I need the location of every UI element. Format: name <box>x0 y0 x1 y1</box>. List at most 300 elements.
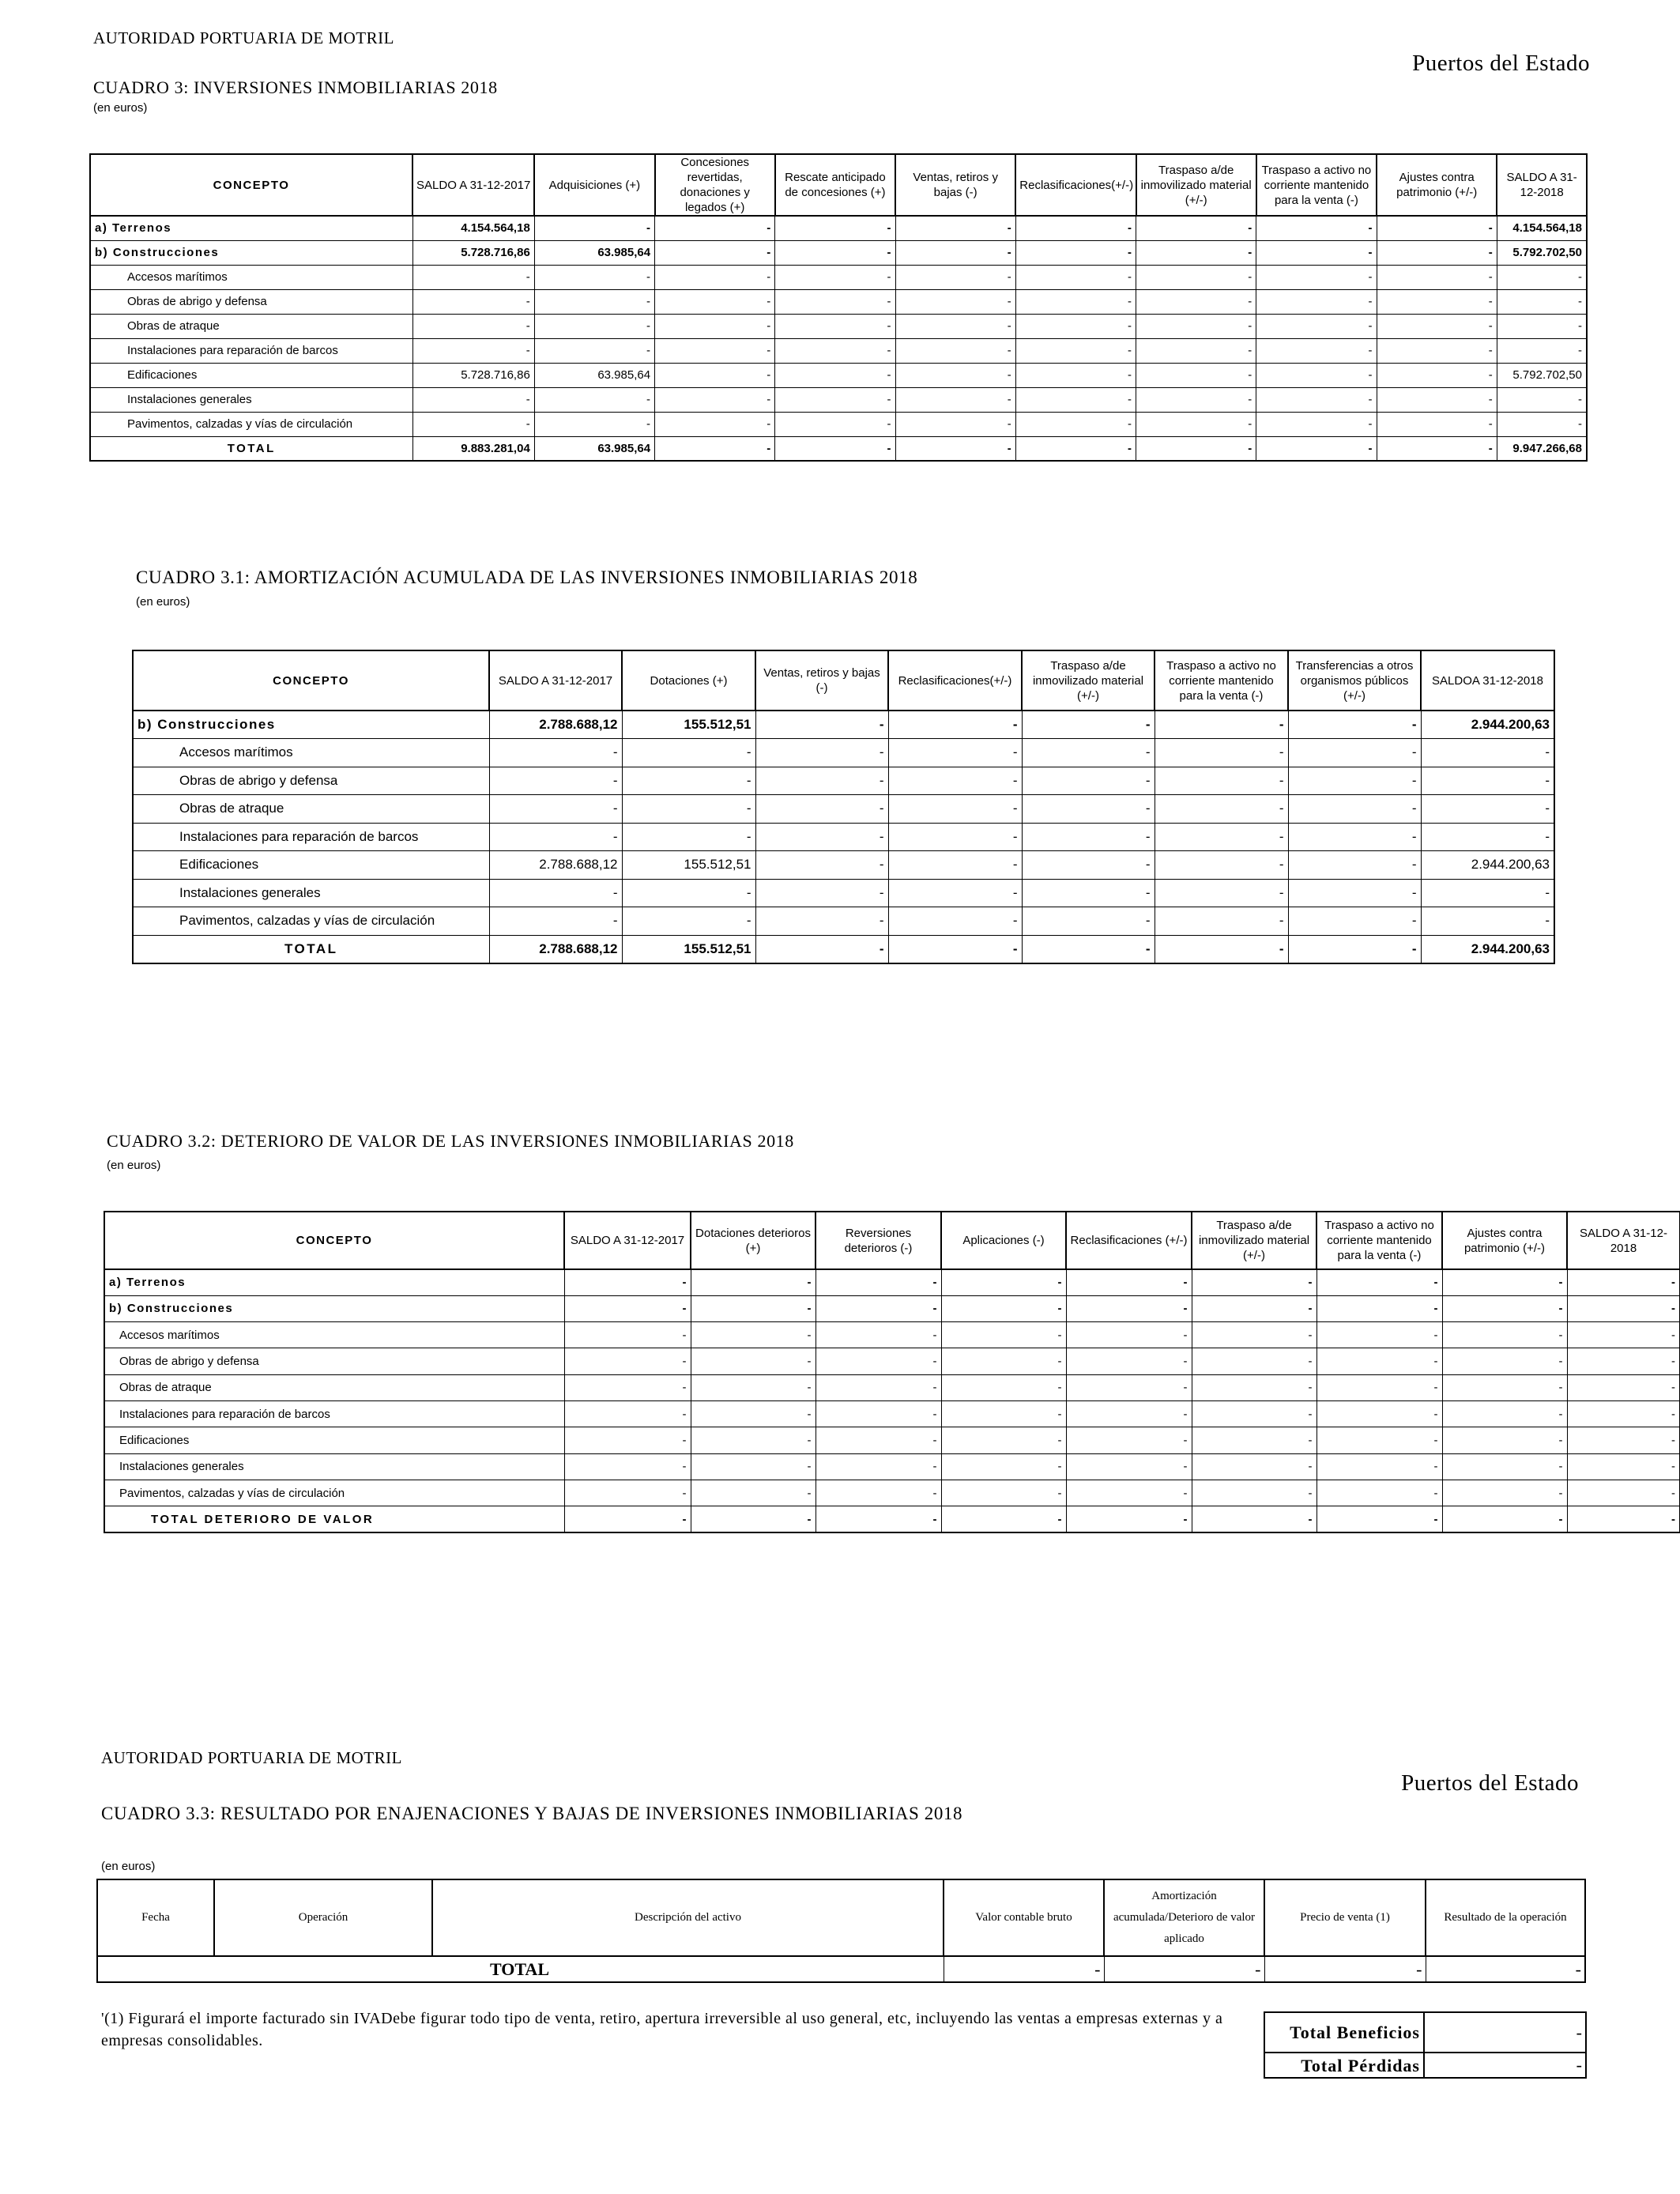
c31-cell: - <box>888 851 1022 880</box>
c32-cell: - <box>1442 1400 1567 1427</box>
c3-cell: - <box>895 216 1015 240</box>
c32-col-header: Traspaso a/de inmovilizado material (+/-) <box>1192 1212 1317 1269</box>
c3-cell: - <box>1015 289 1136 314</box>
c32-row <box>104 1348 1680 1374</box>
c3-cell: - <box>655 289 775 314</box>
c31-cell: - <box>1022 935 1155 963</box>
c31-cell: - <box>888 935 1022 963</box>
c31-cell: 2.944.200,63 <box>1421 935 1554 963</box>
c32-cell: - <box>564 1322 691 1348</box>
c31-cell: - <box>755 851 888 880</box>
c31-cell: - <box>1421 767 1554 795</box>
c3-cell: - <box>1015 216 1136 240</box>
c3-cell: - <box>775 216 895 240</box>
c32-cell: - <box>691 1322 816 1348</box>
c32-cell: - <box>1442 1427 1567 1453</box>
c31-cell: - <box>1421 739 1554 767</box>
cuadro33-unit: (en euros) <box>101 1860 156 1873</box>
c31-cell: - <box>888 767 1022 795</box>
c32-cell: - <box>1066 1322 1192 1348</box>
c3-cell: - <box>895 412 1015 436</box>
c3-col-header: Concesiones revertidas, donaciones y legados (+) <box>655 154 775 216</box>
c3-cell: - <box>534 338 654 363</box>
c31-cell: - <box>755 739 888 767</box>
c3-cell: - <box>895 363 1015 387</box>
c3-row <box>90 338 1587 363</box>
c31-cell: - <box>489 795 622 824</box>
c32-cell: - <box>816 1480 941 1506</box>
c31-cell: - <box>1022 795 1155 824</box>
c33-col-header: Fecha <box>97 1879 214 1956</box>
c31-row-label: Obras de abrigo y defensa <box>133 767 489 795</box>
c32-cell: - <box>941 1322 1066 1348</box>
c32-cell: - <box>564 1374 691 1400</box>
c32-row <box>104 1453 1680 1480</box>
c3-cell: 63.985,64 <box>534 436 654 461</box>
c32-cell: - <box>1442 1348 1567 1374</box>
c31-cell: - <box>1155 767 1288 795</box>
cuadro33-title: CUADRO 3.3: RESULTADO POR ENAJENACIONES Y BAJAS DE INVERSIONES INMOBILIARIAS 2018 <box>101 1804 963 1823</box>
c3-cell: - <box>1136 289 1256 314</box>
c31-row-label: Instalaciones generales <box>133 879 489 907</box>
c32-col-header: Ajustes contra patrimonio (+/-) <box>1442 1212 1567 1269</box>
c32-cell: - <box>691 1348 816 1374</box>
c3-col-header: Ajustes contra patrimonio (+/-) <box>1377 154 1497 216</box>
c32-cell: - <box>1066 1269 1192 1295</box>
c33-total-cell: - <box>1104 1956 1264 1982</box>
c32-cell: - <box>1317 1400 1442 1427</box>
c3-row <box>90 387 1587 412</box>
c32-cell: - <box>1066 1427 1192 1453</box>
c3-cell: - <box>1136 363 1256 387</box>
c3-cell: - <box>1497 338 1587 363</box>
c32-cell: - <box>691 1427 816 1453</box>
c31-cell: - <box>622 879 755 907</box>
c3-cell: - <box>895 289 1015 314</box>
c3-cell: - <box>1256 314 1377 338</box>
c31-row <box>133 711 1554 739</box>
c32-cell: - <box>1192 1506 1317 1532</box>
cuadro33-table <box>96 1879 1586 1983</box>
c31-cell: - <box>1022 907 1155 936</box>
c3-cell: - <box>895 314 1015 338</box>
c32-col-header: Traspaso a activo no corriente mantenido para la venta (-) <box>1317 1212 1442 1269</box>
c31-cell: - <box>1288 711 1421 739</box>
c32-cell: - <box>816 1269 941 1295</box>
c3-cell: - <box>412 387 534 412</box>
c33-col-header: Resultado de la operación <box>1426 1879 1585 1956</box>
c3-col-header: Adquisiciones (+) <box>534 154 654 216</box>
c32-cell: - <box>1317 1374 1442 1400</box>
c32-cell: - <box>1066 1348 1192 1374</box>
c3-cell: 4.154.564,18 <box>1497 216 1587 240</box>
c32-row <box>104 1427 1680 1453</box>
c32-row <box>104 1374 1680 1400</box>
c31-cell: - <box>1421 795 1554 824</box>
c3-row-label: Pavimentos, calzadas y vías de circulación <box>90 412 412 436</box>
c32-cell: - <box>1066 1295 1192 1321</box>
c3-cell: - <box>412 265 534 289</box>
c32-cell: - <box>941 1295 1066 1321</box>
c31-cell: - <box>755 935 888 963</box>
c3-cell: - <box>1015 338 1136 363</box>
c31-row <box>133 739 1554 767</box>
c3-cell: - <box>1377 240 1497 265</box>
c33-total-cell: - <box>1264 1956 1426 1982</box>
c32-total-row <box>104 1506 1680 1532</box>
c32-cell: - <box>1317 1453 1442 1480</box>
c3-cell: - <box>655 387 775 412</box>
c3-cell: - <box>1377 338 1497 363</box>
c32-row-label: Obras de abrigo y defensa <box>104 1348 564 1374</box>
c32-cell: - <box>1567 1269 1680 1295</box>
c32-cell: - <box>691 1506 816 1532</box>
c33-total-row <box>97 1956 1585 1982</box>
c31-cell: - <box>1155 935 1288 963</box>
c32-row <box>104 1480 1680 1506</box>
c32-cell: - <box>1317 1427 1442 1453</box>
c3-cell: - <box>534 265 654 289</box>
c31-cell: - <box>1288 795 1421 824</box>
c32-cell: - <box>1192 1269 1317 1295</box>
c3-cell: - <box>1377 436 1497 461</box>
c31-cell: - <box>1022 823 1155 851</box>
c3-cell: - <box>655 240 775 265</box>
c31-col-header: CONCEPTO <box>133 650 489 711</box>
c32-cell: - <box>1066 1400 1192 1427</box>
c32-cell: - <box>816 1348 941 1374</box>
c3-col-header: SALDO A 31-12-2017 <box>412 154 534 216</box>
c31-cell: 2.944.200,63 <box>1421 851 1554 880</box>
c3-cell: - <box>412 289 534 314</box>
c31-cell: - <box>888 739 1022 767</box>
c31-cell: - <box>489 823 622 851</box>
c3-row <box>90 240 1587 265</box>
c3-cell: - <box>1377 289 1497 314</box>
c32-row-label: b) Construcciones <box>104 1295 564 1321</box>
c3-cell: - <box>1015 240 1136 265</box>
c3-cell: - <box>1256 412 1377 436</box>
c3-cell: - <box>775 412 895 436</box>
c3-row <box>90 289 1587 314</box>
c32-cell: - <box>1567 1374 1680 1400</box>
c32-cell: - <box>1567 1348 1680 1374</box>
c32-col-header: Dotaciones deterioros (+) <box>691 1212 816 1269</box>
cuadro32-title: CUADRO 3.2: DETERIORO DE VALOR DE LAS INVERSIONES INMOBILIARIAS 2018 <box>107 1131 794 1151</box>
c3-cell: - <box>655 412 775 436</box>
c32-cell: - <box>1317 1506 1442 1532</box>
c32-cell: - <box>564 1295 691 1321</box>
total-beneficios-value: - <box>1424 2012 1586 2053</box>
c32-cell: - <box>1192 1295 1317 1321</box>
footnote: '(1) Figurará el importe facturado sin IVADebe figurar todo tipo de venta, retiro, apertura irreversible al uso general, etc, incluyendo las ventas a empresas externas y a empresas consolidables. <box>101 2010 1223 2049</box>
c3-cell: - <box>1015 412 1136 436</box>
c31-cell: - <box>1288 767 1421 795</box>
c31-cell: - <box>888 823 1022 851</box>
c3-row-label: Instalaciones generales <box>90 387 412 412</box>
c32-cell: - <box>1567 1427 1680 1453</box>
c31-cell: - <box>1288 907 1421 936</box>
c31-cell: - <box>622 739 755 767</box>
c31-cell: - <box>489 739 622 767</box>
c32-cell: - <box>691 1480 816 1506</box>
c33-col-header: Amortización acumulada/Deterioro de valor aplicado <box>1104 1879 1264 1956</box>
c32-row-label: Pavimentos, calzadas y vías de circulación <box>104 1480 564 1506</box>
c32-col-header: Reversiones deterioros (-) <box>816 1212 941 1269</box>
c3-row <box>90 216 1587 240</box>
c3-cell: - <box>1256 387 1377 412</box>
c3-cell: - <box>1497 314 1587 338</box>
c33-col-header: Operación <box>214 1879 432 1956</box>
c3-cell: - <box>534 387 654 412</box>
c3-col-header: CONCEPTO <box>90 154 412 216</box>
c31-row <box>133 907 1554 936</box>
c32-cell: - <box>1567 1480 1680 1506</box>
c3-header-row <box>90 154 1587 216</box>
c3-cell: - <box>1015 436 1136 461</box>
c32-row-label: Instalaciones generales <box>104 1453 564 1480</box>
c31-cell: - <box>755 907 888 936</box>
c32-row <box>104 1269 1680 1295</box>
c32-cell: - <box>564 1348 691 1374</box>
c3-cell: - <box>1256 265 1377 289</box>
c3-col-header: Rescate anticipado de concesiones (+) <box>775 154 895 216</box>
c32-col-header: Aplicaciones (-) <box>941 1212 1066 1269</box>
c31-row-label: TOTAL <box>133 935 489 963</box>
c3-cell: - <box>1377 314 1497 338</box>
c31-row-label: Instalaciones para reparación de barcos <box>133 823 489 851</box>
c3-cell: - <box>412 314 534 338</box>
c32-cell: - <box>941 1374 1066 1400</box>
c3-cell: - <box>1136 338 1256 363</box>
c3-cell: - <box>655 216 775 240</box>
c3-cell: 5.728.716,86 <box>412 240 534 265</box>
c32-row <box>104 1322 1680 1348</box>
c32-cell: - <box>816 1295 941 1321</box>
c31-row <box>133 767 1554 795</box>
c31-cell: 155.512,51 <box>622 711 755 739</box>
c32-cell: - <box>1192 1348 1317 1374</box>
c31-cell: - <box>888 907 1022 936</box>
c31-row-label: Edificaciones <box>133 851 489 880</box>
c32-cell: - <box>1192 1374 1317 1400</box>
c32-cell: - <box>1192 1453 1317 1480</box>
c3-cell: - <box>1015 265 1136 289</box>
c32-cell: - <box>816 1427 941 1453</box>
c3-cell: - <box>655 436 775 461</box>
c31-cell: - <box>755 767 888 795</box>
c31-row <box>133 823 1554 851</box>
c3-row <box>90 314 1587 338</box>
c32-cell: - <box>1317 1348 1442 1374</box>
c32-cell: - <box>941 1453 1066 1480</box>
c3-cell: - <box>1136 314 1256 338</box>
c33-col-header: Descripción del activo <box>432 1879 944 1956</box>
c31-row-label: b) Construcciones <box>133 711 489 739</box>
c3-cell: - <box>1377 216 1497 240</box>
c31-cell: - <box>1421 907 1554 936</box>
c3-cell: - <box>1256 436 1377 461</box>
c31-col-header: SALDOA 31-12-2018 <box>1421 650 1554 711</box>
c3-cell: - <box>655 265 775 289</box>
c3-cell: 4.154.564,18 <box>412 216 534 240</box>
c32-cell: - <box>1442 1480 1567 1506</box>
c31-header-row <box>133 650 1554 711</box>
c33-header-row <box>97 1879 1585 1956</box>
c33-total-cell: - <box>944 1956 1104 1982</box>
c31-cell: - <box>1155 907 1288 936</box>
c31-row <box>133 879 1554 907</box>
c31-cell: - <box>489 907 622 936</box>
c32-cell: - <box>564 1427 691 1453</box>
c3-row-label: TOTAL <box>90 436 412 461</box>
c3-cell: - <box>775 363 895 387</box>
c31-cell: - <box>1022 879 1155 907</box>
c32-row-label: Obras de atraque <box>104 1374 564 1400</box>
c3-cell: - <box>1497 412 1587 436</box>
cuadro3-title: CUADRO 3: INVERSIONES INMOBILIARIAS 2018 <box>93 77 498 97</box>
c3-row <box>90 363 1587 387</box>
c32-cell: - <box>564 1480 691 1506</box>
c31-cell: - <box>1155 851 1288 880</box>
c3-cell: - <box>534 216 654 240</box>
c32-cell: - <box>816 1506 941 1532</box>
c3-cell: 9.883.281,04 <box>412 436 534 461</box>
c31-cell: - <box>1155 711 1288 739</box>
c31-cell: - <box>888 795 1022 824</box>
c32-cell: - <box>1317 1269 1442 1295</box>
c32-cell: - <box>941 1506 1066 1532</box>
c32-cell: - <box>1192 1322 1317 1348</box>
c32-cell: - <box>1442 1453 1567 1480</box>
c32-cell: - <box>1317 1322 1442 1348</box>
c32-cell: - <box>564 1506 691 1532</box>
c3-cell: - <box>655 338 775 363</box>
c32-header-row <box>104 1212 1680 1269</box>
cuadro31-title: CUADRO 3.1: AMORTIZACIÓN ACUMULADA DE LAS INVERSIONES INMOBILIARIAS 2018 <box>136 567 918 587</box>
c3-cell: 9.947.266,68 <box>1497 436 1587 461</box>
c31-cell: - <box>1022 851 1155 880</box>
c31-cell: - <box>622 795 755 824</box>
cuadro32-table <box>104 1211 1680 1533</box>
c3-cell: 5.792.702,50 <box>1497 363 1587 387</box>
c3-cell: - <box>1136 387 1256 412</box>
c31-cell: - <box>1022 767 1155 795</box>
c31-cell: - <box>1288 879 1421 907</box>
c32-cell: - <box>564 1269 691 1295</box>
c32-cell: - <box>941 1269 1066 1295</box>
c3-row <box>90 412 1587 436</box>
c3-cell: - <box>775 338 895 363</box>
c32-cell: - <box>1317 1295 1442 1321</box>
c3-cell: 5.792.702,50 <box>1497 240 1587 265</box>
c32-cell: - <box>941 1427 1066 1453</box>
c31-cell: - <box>1288 739 1421 767</box>
c3-cell: - <box>1377 387 1497 412</box>
c3-row-label: Accesos marítimos <box>90 265 412 289</box>
c31-cell: - <box>888 879 1022 907</box>
c32-row <box>104 1295 1680 1321</box>
c3-cell: - <box>1377 412 1497 436</box>
c32-cell: - <box>1442 1506 1567 1532</box>
c32-cell: - <box>564 1400 691 1427</box>
c32-cell: - <box>1066 1374 1192 1400</box>
c3-cell: - <box>1256 363 1377 387</box>
c31-cell: 155.512,51 <box>622 935 755 963</box>
c31-cell: 2.944.200,63 <box>1421 711 1554 739</box>
c31-cell: - <box>755 879 888 907</box>
c31-cell: - <box>1155 795 1288 824</box>
c3-cell: - <box>1497 289 1587 314</box>
c31-cell: - <box>1022 739 1155 767</box>
c31-cell: - <box>755 711 888 739</box>
c3-cell: - <box>1377 363 1497 387</box>
summary-table <box>1264 2011 1587 2079</box>
c32-col-header: Reclasificaciones (+/-) <box>1066 1212 1192 1269</box>
c3-cell: - <box>775 314 895 338</box>
c32-cell: - <box>691 1269 816 1295</box>
brand-name-2: Puertos del Estado <box>1401 1770 1579 1796</box>
c31-cell: - <box>622 907 755 936</box>
c3-total-row <box>90 436 1587 461</box>
c31-cell: - <box>1155 879 1288 907</box>
c3-cell: - <box>1015 314 1136 338</box>
c31-col-header: Dotaciones (+) <box>622 650 755 711</box>
c3-cell: 5.728.716,86 <box>412 363 534 387</box>
c31-cell: - <box>1421 879 1554 907</box>
c3-row-label: Edificaciones <box>90 363 412 387</box>
c31-row <box>133 851 1554 880</box>
c33-col-header: Precio de venta (1) <box>1264 1879 1426 1956</box>
c3-cell: - <box>895 387 1015 412</box>
c3-cell: - <box>655 314 775 338</box>
c3-cell: - <box>775 240 895 265</box>
summary-row <box>1264 2053 1586 2078</box>
c3-cell: - <box>1256 289 1377 314</box>
c3-col-header: Traspaso a activo no corriente mantenido para la venta (-) <box>1256 154 1377 216</box>
c31-col-header: Reclasificaciones(+/-) <box>888 650 1022 711</box>
c32-cell: - <box>1567 1453 1680 1480</box>
c31-cell: - <box>755 795 888 824</box>
c32-cell: - <box>1066 1506 1192 1532</box>
c31-cell: - <box>755 823 888 851</box>
c31-cell: 2.788.688,12 <box>489 935 622 963</box>
c32-cell: - <box>941 1480 1066 1506</box>
total-beneficios-label: Total Beneficios <box>1264 2012 1424 2053</box>
c32-cell: - <box>691 1400 816 1427</box>
c3-cell: - <box>895 240 1015 265</box>
c32-cell: - <box>1567 1400 1680 1427</box>
c3-cell: - <box>1256 216 1377 240</box>
c32-cell: - <box>941 1348 1066 1374</box>
c3-row-label: a) Terrenos <box>90 216 412 240</box>
c32-cell: - <box>564 1453 691 1480</box>
cuadro3-table <box>89 153 1588 462</box>
c3-cell: - <box>895 265 1015 289</box>
total-perdidas-value: - <box>1424 2053 1586 2078</box>
c3-cell: - <box>1136 412 1256 436</box>
c32-row-label: Accesos marítimos <box>104 1322 564 1348</box>
c32-cell: - <box>1066 1480 1192 1506</box>
c32-cell: - <box>691 1374 816 1400</box>
c32-col-header: CONCEPTO <box>104 1212 564 1269</box>
c31-cell: - <box>1155 739 1288 767</box>
c32-cell: - <box>1317 1480 1442 1506</box>
c3-cell: - <box>895 338 1015 363</box>
c31-cell: - <box>888 711 1022 739</box>
c32-cell: - <box>1192 1427 1317 1453</box>
c32-cell: - <box>816 1453 941 1480</box>
